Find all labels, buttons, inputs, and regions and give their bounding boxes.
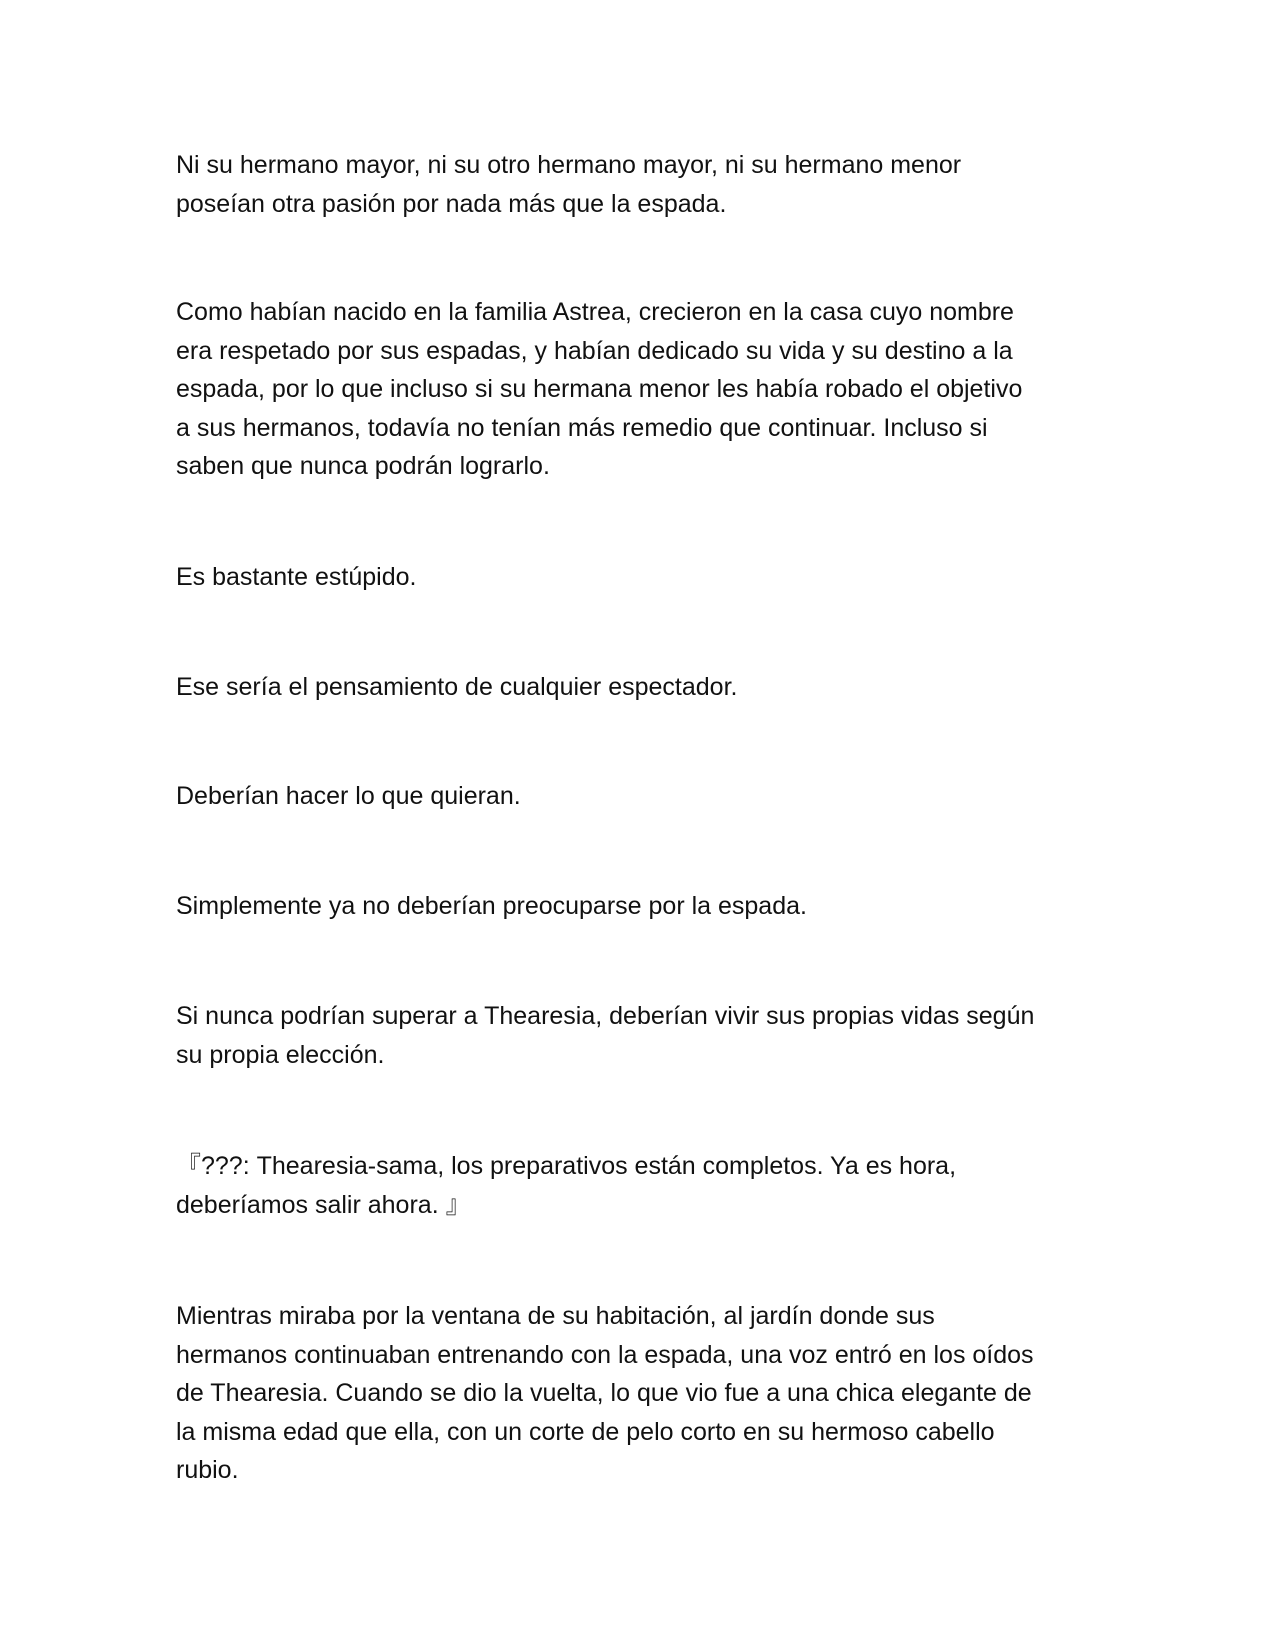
paragraph-9: Mientras miraba por la ventana de su habitación, al jardín donde sus hermanos continuaban entrenando con la espada, una voz entró en los oídos de Thearesia. Cuando se dio la vuelta, lo que vio fue a una chica elegante de la misma edad que ella, con un corte de pelo corto en su hermoso cabello rubio. (176, 1302, 1034, 1484)
dialogue-paragraph: 『???: Thearesia-sama, los preparativos están completos. Ya es hora, deberíamos salir ahora. 』 (176, 1152, 957, 1219)
paragraph-1: Ni su hermano mayor, ni su otro hermano mayor, ni su hermano menor poseían otra pasión por nada más que la espada. (176, 151, 962, 218)
paragraph-5: Deberían hacer lo que quieran. (176, 782, 521, 810)
paragraph-7: Si nunca podrían superar a Thearesia, deberían vivir sus propias vidas según su propia elección. (176, 1002, 1035, 1069)
paragraph-4: Ese sería el pensamiento de cualquier espectador. (176, 673, 738, 701)
paragraph-3: Es bastante estúpido. (176, 563, 417, 591)
paragraph-6: Simplemente ya no deberían preocuparse por la espada. (176, 892, 807, 920)
paragraph-2: Como habían nacido en la familia Astrea, crecieron en la casa cuyo nombre era respetado por sus espadas, y habían dedicado su vida y su destino a la espada, por lo que incluso si su hermana menor les había robado el objetivo a sus hermanos, todavía no tenían más remedio que continuar. Incluso si saben que nunca podrán lograrlo. (176, 298, 1023, 480)
